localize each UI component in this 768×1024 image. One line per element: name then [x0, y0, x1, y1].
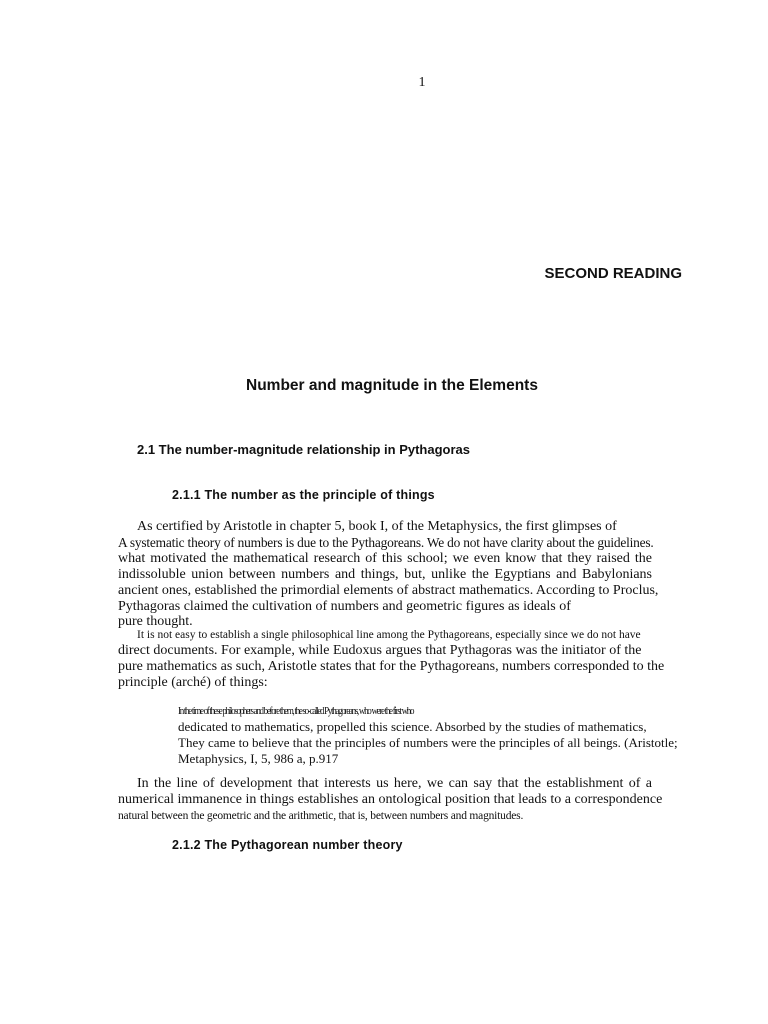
paragraph-line: In the line of development that interests us here, we can say that the establishment of a [137, 776, 652, 791]
paragraph-line: Pythagoras claimed the cultivation of numbers and geometric figures as ideals of [118, 599, 571, 614]
page-number: 1 [418, 75, 426, 90]
chapter-title: Number and magnitude in the Elements [246, 377, 538, 394]
subsection-heading: 2.1.1 The number as the principle of things [172, 488, 435, 502]
paragraph-line: It is not easy to establish a single philosophical line among the Pythagoreans, especially since we do not have [137, 629, 641, 641]
paragraph-line: As certified by Aristotle in chapter 5, book I, of the Metaphysics, the first glimpses of [137, 519, 617, 534]
quote-line: Metaphysics, I, 5, 986 a, p.917 [178, 751, 339, 766]
paragraph-line: A systematic theory of numbers is due to the Pythagoreans. We do not have clarity about the guidelines. [118, 535, 654, 550]
paragraph-line: indissoluble union between numbers and things, but, unlike the Egyptians and Babylonians [118, 567, 652, 582]
paragraph-line: pure thought. [118, 614, 193, 629]
section-heading: 2.1 The number-magnitude relationship in Pythagoras [137, 442, 470, 457]
subsection-heading: 2.1.2 The Pythagorean number theory [172, 838, 403, 852]
chapter-label: SECOND READING [544, 265, 682, 282]
paragraph-line: numerical immanence in things establishes an ontological position that leads to a correspondence [118, 792, 663, 807]
paragraph-line: direct documents. For example, while Eudoxus argues that Pythagoras was the initiator of the [118, 643, 642, 658]
paragraph-line: what motivated the mathematical research of this school; we even know that they raised the [118, 551, 652, 566]
paragraph-line: pure mathematics as such, Aristotle states that for the Pythagoreans, numbers corresponded to the [118, 659, 665, 674]
quote-line: In the time of these philosophers and before them, the so-called Pythagoreans, who were the first who [178, 705, 414, 717]
quote-line: They came to believe that the principles of numbers were the principles of all beings. (Aristotle; [178, 735, 678, 750]
paragraph-line: ancient ones, established the primordial elements of abstract mathematics. According to Proclus, [118, 583, 659, 598]
quote-line: dedicated to mathematics, propelled this science. Absorbed by the studies of mathematics, [178, 719, 647, 734]
paragraph-line: principle (arché) of things: [118, 675, 268, 690]
paragraph-line: natural between the geometric and the arithmetic, that is, between numbers and magnitudes. [118, 810, 524, 822]
